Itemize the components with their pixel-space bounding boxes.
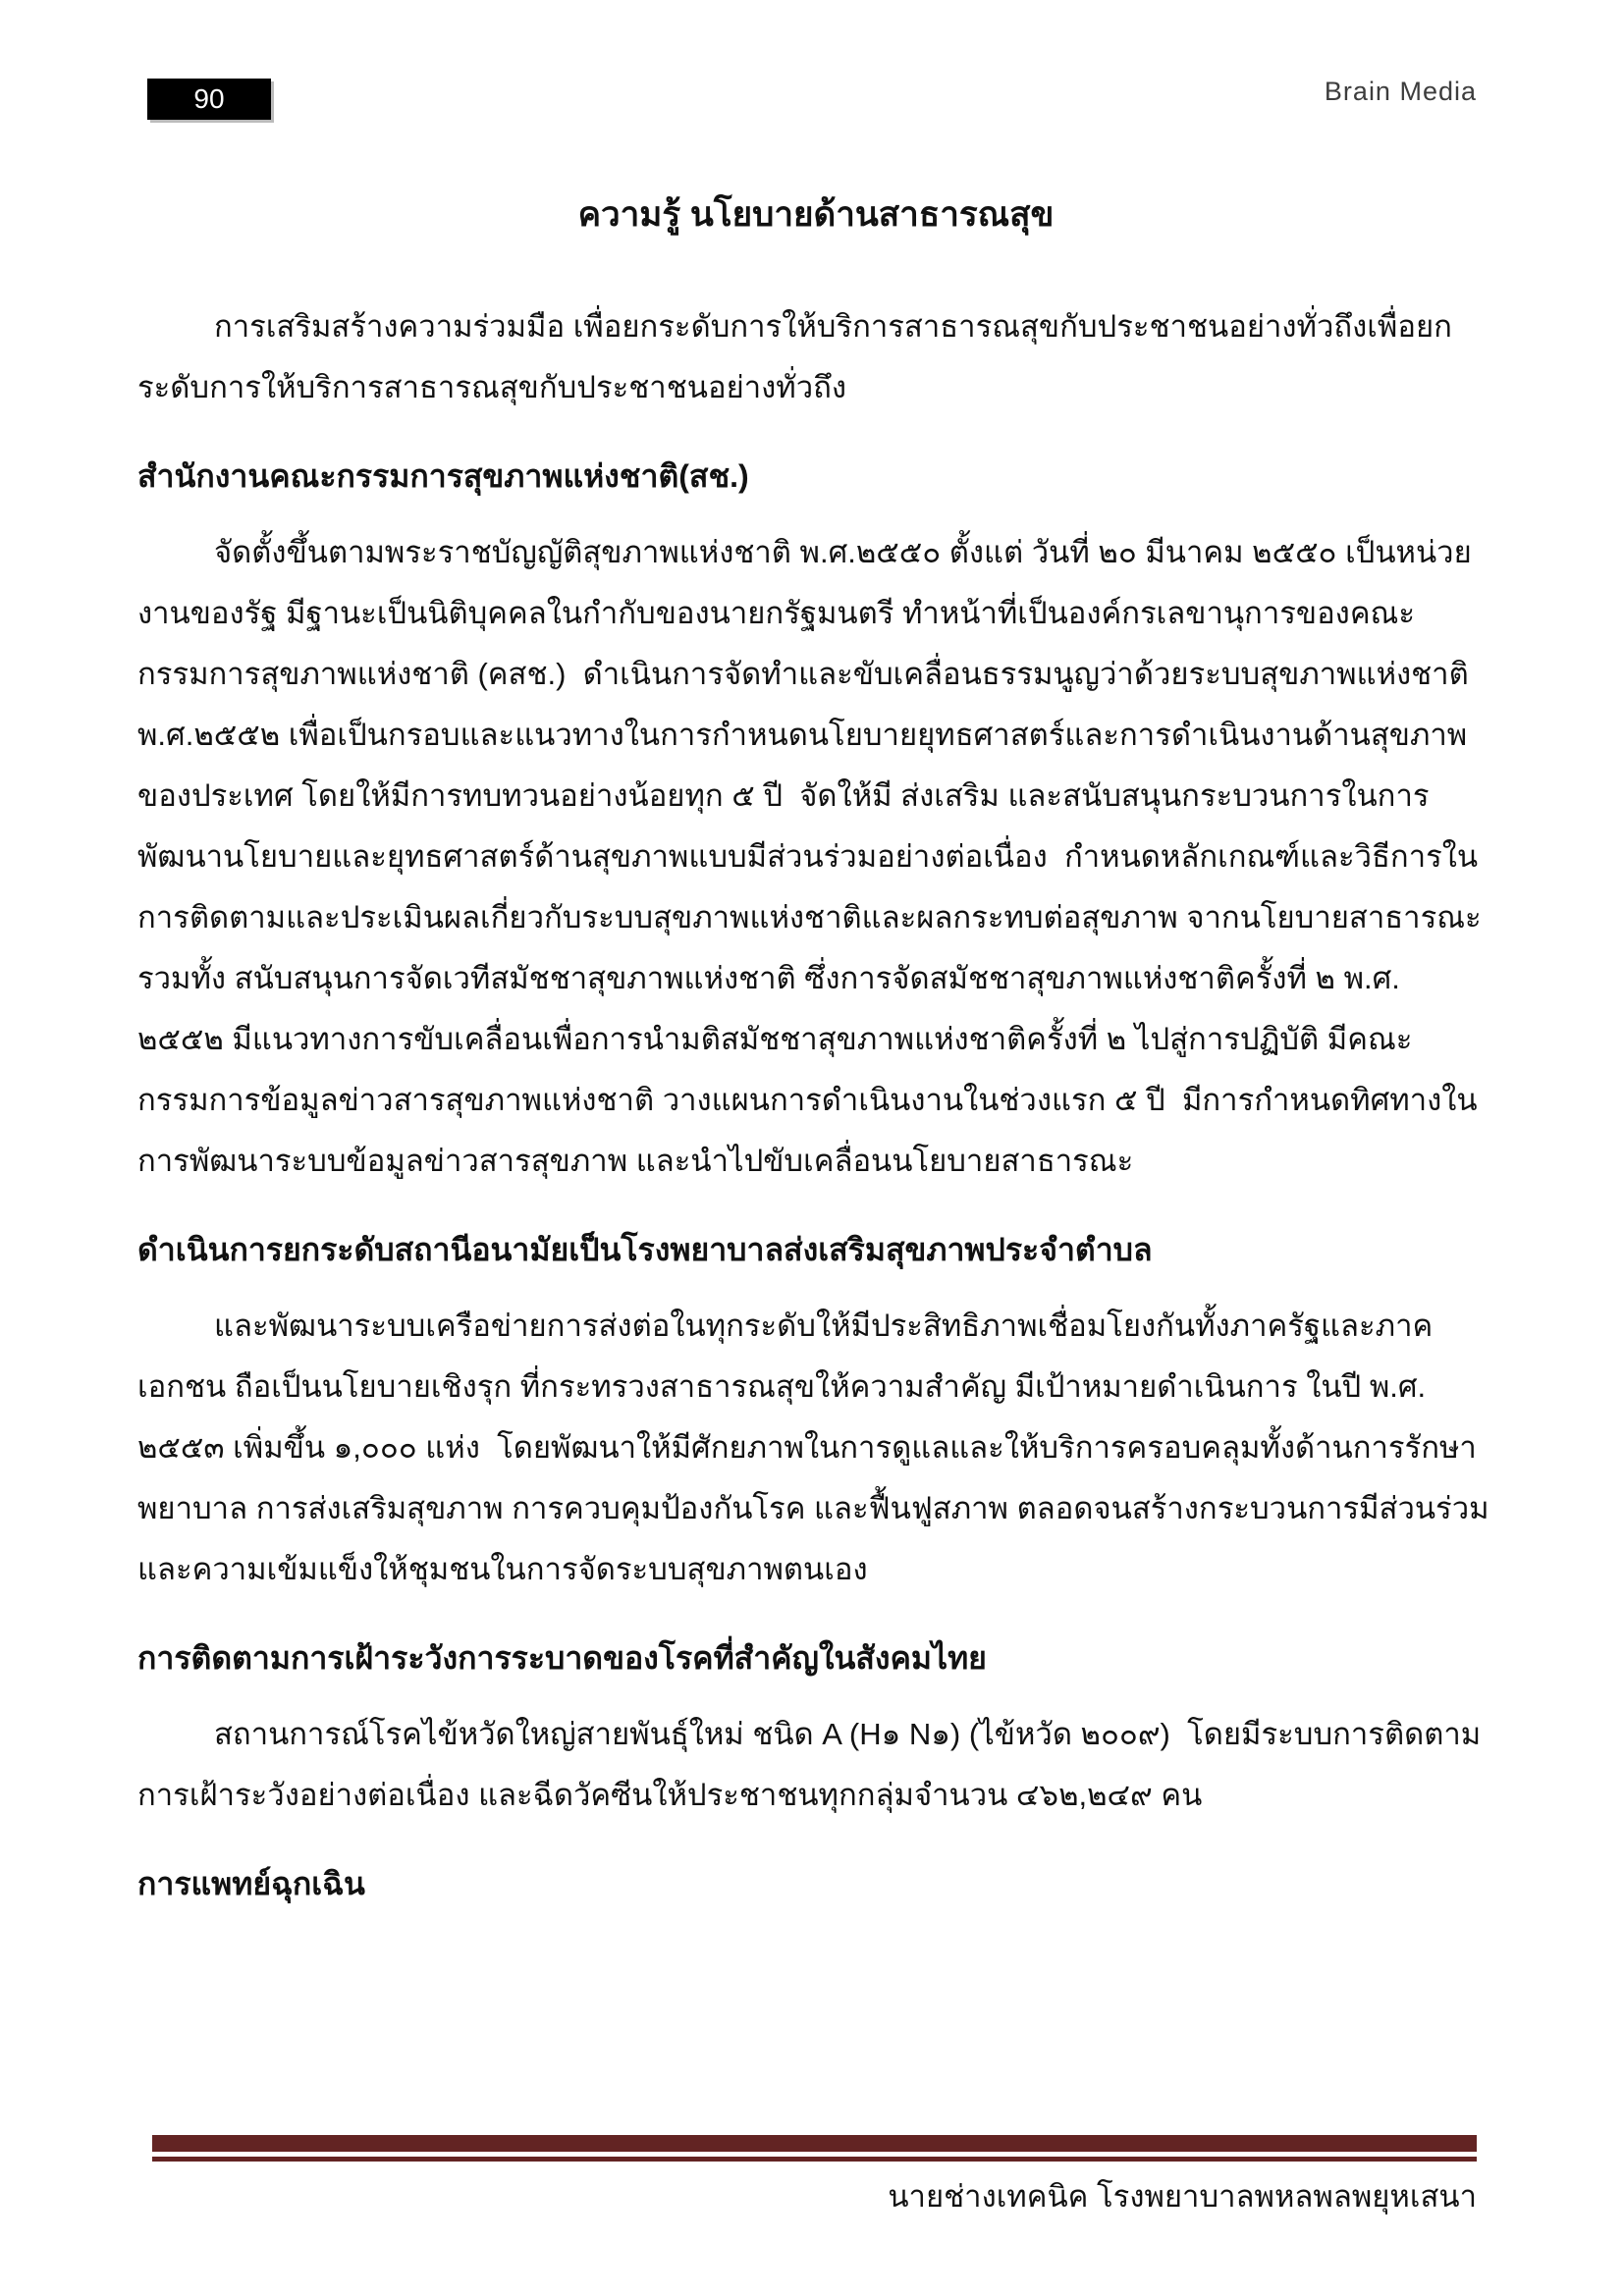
page-title: ความรู้ นโยบายด้านสาธารณสุข <box>577 195 1055 234</box>
section-emergency-medicine <box>137 1853 1494 1914</box>
document-content <box>137 185 1498 1930</box>
section-heading: การติดตามการเฝ้าระวังการระบาดของโรคที่สำคัญในสังคมไทย <box>137 1640 987 1676</box>
section-paragraph: และพัฒนาระบบเครือข่ายการส่งต่อในทุกระดับให้มีประสิทธิภาพเชื่อมโยงกันทั้งภาครัฐและภาคเอกชน ถือเป็นนโยบายเชิงรุก ที่กระทรวงสาธารณสุขให้ความสำคัญ มีเป้าหมายดำเนินการ ในปี พ.ศ. ๒๕๕๓ เพิ่มขึ้น ๑,๐๐๐ แห่ง โดยพัฒนาให้มีศักยภาพในการดูแลและให้บริการครอบคลุมทั้งด้านการรักษาพยาบาล การส่งเสริมสุขภาพ การควบคุมป้องกันโรค และฟื้นฟูสภาพ ตลอดจนสร้างกระบวนการมีส่วนร่วมและความเข้มแข็งให้ชุมชนในการจัดระบบสุขภาพตนเอง <box>137 1308 1489 1586</box>
section-paragraph: สถานการณ์โรคไข้หวัดใหญ่สายพันธุ์ใหม่ ชนิด A (H๑ N๑) (ไข้หวัด ๒๐๐๙) โดยมีระบบการติดตามการเฝ้าระวังอย่างต่อเนื่อง และฉีดวัคซีนให้ประชาชนทุกกลุ่มจำนวน ๔๖๒,๒๔๙ คน <box>137 1717 1482 1812</box>
footer-author: นายช่างเทคนิค โรงพยาบาลพหลพลพยุหเสนา <box>888 2179 1477 2214</box>
section-health-commission <box>137 446 1498 1192</box>
section-heading: ดำเนินการยกระดับสถานีอนามัยเป็นโรงพยาบาลส่งเสริมสุขภาพประจำตำบล <box>137 1232 1153 1267</box>
brand-text: Brain Media <box>1324 77 1477 106</box>
footer-rule-thin <box>152 2157 1477 2162</box>
section-heading: การแพทย์ฉุกเฉิน <box>137 1866 365 1901</box>
footer-rule-thick <box>152 2135 1477 2152</box>
section-disease-surveillance <box>137 1628 1494 1826</box>
intro-paragraph: การเสริมสร้างความร่วมมือ เพื่อยกระดับการให้บริการสาธารณสุขกับประชาชนอย่างทั่วถึงเพื่อยกระดับการให้บริการสาธารณสุขกับประชาชนอย่างทั่วถึง <box>137 309 1452 404</box>
section-heading: สำนักงานคณะกรรมการสุขภาพแห่งชาติ(สช.) <box>137 458 749 494</box>
page-number-badge: 90 <box>147 79 271 120</box>
section-tambon-hospital <box>137 1219 1494 1600</box>
section-paragraph: จัดตั้งขึ้นตามพระราชบัญญัติสุขภาพแห่งชาติ พ.ศ.๒๕๕๐ ตั้งแต่ วันที่ ๒๐ มีนาคม ๒๕๕๐ เป็นหน่วยงานของรัฐ มีฐานะเป็นนิติบุคคลในกำกับของนายกรัฐมนตรี ทำหน้าที่เป็นองค์กรเลขานุการของคณะกรรมการสุขภาพแห่งชาติ (คสช.) ดำเนินการจัดทำและขับเคลื่อนธรรมนูญว่าด้วยระบบสุขภาพแห่งชาติ พ.ศ.๒๕๕๒ เพื่อเป็นกรอบและแนวทางในการกำหนดนโยบายยุทธศาสตร์และการดำเนินงานด้านสุขภาพของประเทศ โดยให้มีการทบทวนอย่างน้อยทุก ๕ ปี จัดให้มี ส่งเสริม และสนับสนุนกระบวนการในการพัฒนานโยบายและยุทธศาสตร์ด้านสุขภาพแบบมีส่วนร่วมอย่างต่อเนื่อง กำหนดหลักเกณฑ์และวิธีการในการติดตามและประเมินผลเกี่ยวกับระบบสุขภาพแห่งชาติและผลกระทบต่อสุขภาพ จากนโยบายสาธารณะ รวมทั้ง สนับสนุนการจัดเวทีสมัชชาสุขภาพแห่งชาติ ซึ่งการจัดสมัชชาสุขภาพแห่งชาติครั้งที่ ๒ พ.ศ. ๒๕๕๒ มีแนวทางการขับเคลื่อนเพื่อการนำมติสมัชชาสุขภาพแห่งชาติครั้งที่ ๒ ไปสู่การปฏิบัติ มีคณะกรรมการข้อมูลข่าวสารสุขภาพแห่งชาติ วางแผนการดำเนินงานในช่วงแรก ๕ ปี มีการกำหนดทิศทางในการพัฒนาระบบข้อมูลข่าวสารสุขภาพ และนำไปขับเคลื่อนนโยบายสาธารณะ <box>137 535 1498 1178</box>
page-footer <box>152 2135 1477 2218</box>
